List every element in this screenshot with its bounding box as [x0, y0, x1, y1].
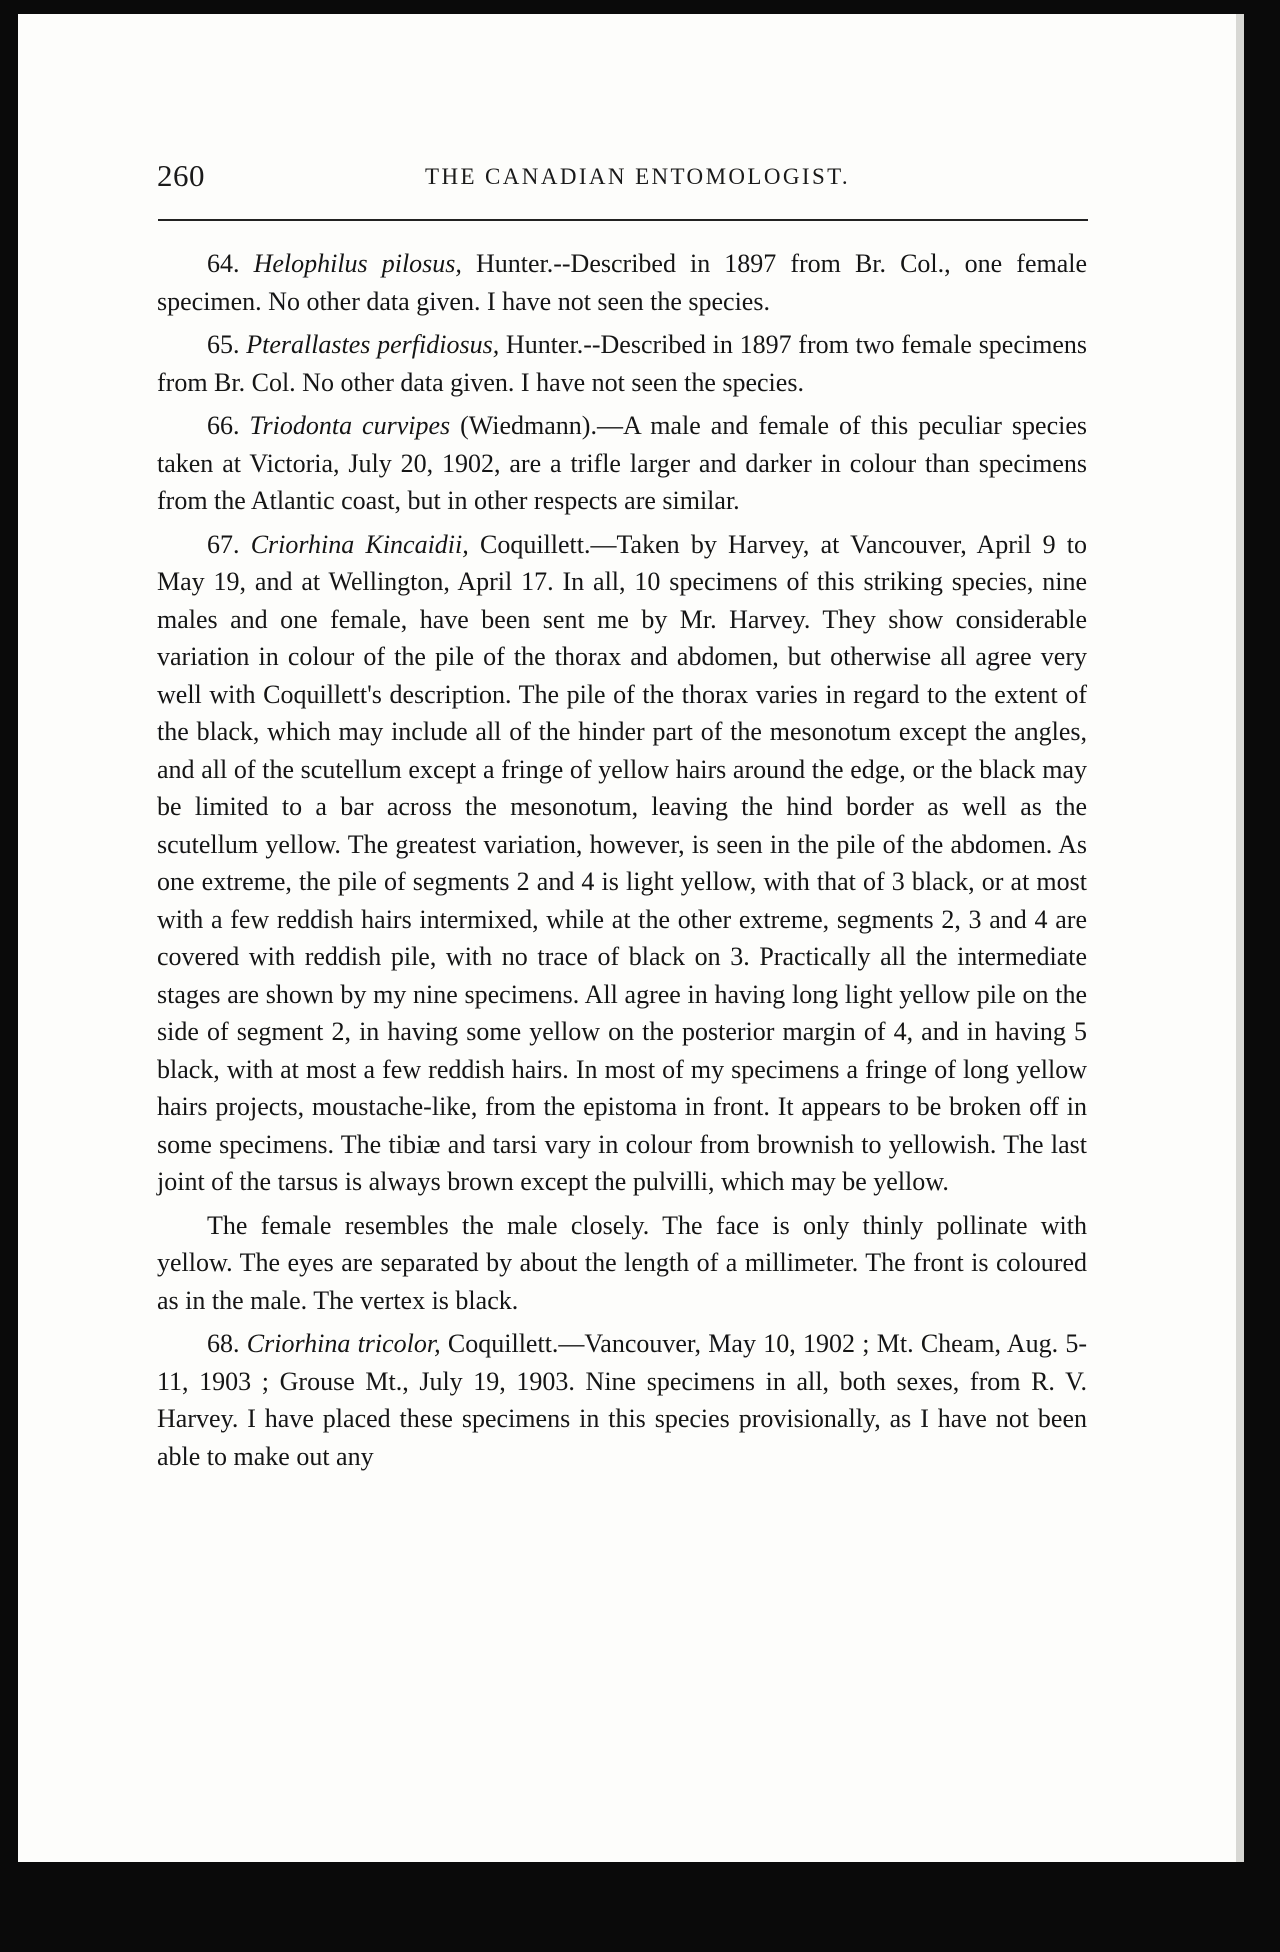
header-rule: [158, 219, 1088, 221]
species-name: Criorhina tricolor,: [246, 1329, 441, 1358]
entry-number: 66.: [207, 411, 240, 440]
entry-number: 67.: [207, 529, 240, 559]
entry-number: 64.: [207, 249, 240, 278]
entry-text: Coquillett.—Vancouver, May 10, 1902 ; Mt. Cheam, Aug. 5-11, 1903 ; Grouse Mt., July 19, 1903. Nine specimens in all, both sexes, from R. V. Harvey. I have placed these specimens in this species provisionally, as I have not been able to make out any: [157, 1329, 1087, 1471]
page-number: 260: [157, 158, 205, 193]
body-text: [157, 245, 1087, 1481]
entry-text: (Wiedmann).—A male and female of this peculiar species taken at Victoria, July 20, 1902, are a trifle larger and darker in colour than specimens from the Atlantic coast, but in other respects are similar.: [157, 411, 1087, 515]
entry-65: [157, 326, 1087, 401]
species-name: Helophilus pilosus,: [253, 249, 462, 278]
running-head: [157, 152, 1087, 196]
entry-number: 68.: [207, 1329, 240, 1358]
entry-67-female: [157, 1207, 1087, 1320]
species-name: Triodonta curvipes: [249, 411, 451, 440]
entry-67: [157, 526, 1087, 1201]
journal-title: THE CANADIAN ENTOMOLOGIST.: [425, 164, 851, 189]
page-edge: [1236, 14, 1244, 1862]
entry-68: [157, 1325, 1087, 1475]
entry-text: Hunter.--Described in 1897 from two female specimens from Br. Col. No other data given. I have not seen the species.: [157, 330, 1087, 397]
entry-number: 65.: [207, 330, 240, 359]
entry-64: [157, 245, 1087, 320]
species-name: Pterallastes perfidiosus,: [246, 330, 500, 359]
entry-66: [157, 407, 1087, 520]
entry-text: Hunter.--Described in 1897 from Br. Col., one female specimen. No other data given. I have not seen the species.: [157, 249, 1088, 316]
entry-text: Coquillett.—Taken by Harvey, at Vancouver, April 9 to May 19, and at Wellington, April 17. In all, 10 specimens of this striking species, nine males and one female, have been sent me by Mr. Harvey. They show considerable variation in colour of the pile of the thorax and abdomen, but otherwise all agree very well with Coquillett's description. The pile of the thorax varies in regard to the extent of the black, which may include all of the hinder part of the mesonotum except the angles, and all of the scutellum except a fringe of yellow hairs around the edge, or the black may be limited to a bar across the mesonotum, leaving the hind border as well as the scutellum yellow. The greatest variation, however, is seen in the pile of the abdomen. As one extreme, the pile of segments 2 and 4 is light yellow, with that of 3 black, or at most with a few reddish hairs intermixed, while at the other extreme, segments 2, 3 and 4 are covered with reddish pile, with no trace of black on 3. Practically all the intermediate stages are shown by my nine specimens. All agree in having long light yellow pile on the side of segment 2, in having some yellow on the posterior margin of 4, and in having 5 black, with at most a few reddish hairs. In most of my specimens a fringe of long yellow hairs projects, moustache-like, from the epistoma in front. It appears to be broken off in some specimens. The tibiæ and tarsi vary in colour from brownish to yellowish. The last joint of the tarsus is always brown except the pulvilli, which may be yellow.: [157, 529, 1087, 1196]
entry-text: The female resembles the male closely. The face is only thinly pollinate with yellow. The eyes are separated by about the length of a millimeter. The front is coloured as in the male. The vertex is black.: [157, 1210, 1087, 1315]
species-name: Criorhina Kincaidii,: [250, 529, 469, 559]
